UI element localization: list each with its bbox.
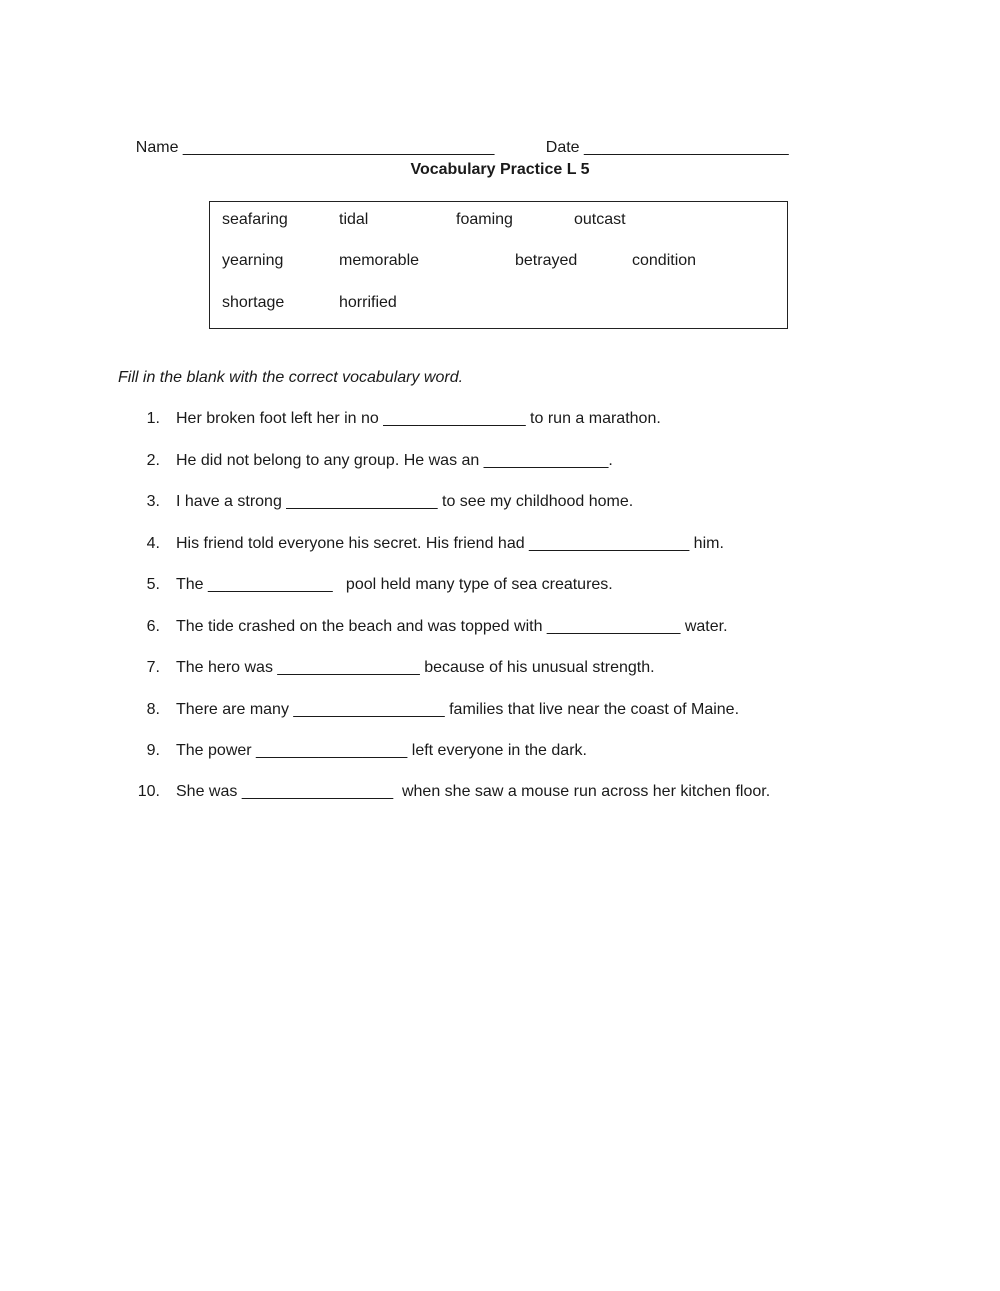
- question-text: He did not belong to any group. He was an ______________.: [176, 452, 613, 469]
- date-label: Date: [545, 139, 580, 156]
- word-bank-item: memorable: [339, 252, 420, 269]
- question-number: 2.: [146, 452, 160, 469]
- question-number: 3.: [146, 493, 160, 510]
- word-bank-item: tidal: [339, 211, 369, 228]
- question-number: 7.: [146, 659, 160, 676]
- question-number: 9.: [146, 742, 160, 759]
- word-bank-item: betrayed: [515, 252, 578, 269]
- question-text: The hero was ________________ because of his unusual strength.: [176, 659, 655, 676]
- word-bank-item: seafaring: [222, 211, 288, 228]
- question-text: His friend told everyone his secret. His friend had __________________ him.: [176, 535, 724, 552]
- instructions: Fill in the blank with the correct vocabulary word.: [118, 369, 464, 386]
- question-number: 4.: [146, 535, 160, 552]
- name-label: Name: [135, 139, 179, 156]
- question-text: The tide crashed on the beach and was topped with _______________ water.: [176, 618, 728, 635]
- word-bank-item: outcast: [574, 211, 626, 228]
- question-text: I have a strong _________________ to see my childhood home.: [176, 493, 634, 510]
- word-bank-item: horrified: [339, 294, 397, 311]
- question-text: She was _________________ when she saw a mouse run across her kitchen floor.: [176, 783, 771, 800]
- question-number: 1.: [146, 410, 160, 427]
- question-text: Her broken foot left her in no ________________ to run a marathon.: [176, 410, 661, 427]
- word-bank-item: yearning: [222, 252, 284, 269]
- question-number: 5.: [146, 576, 160, 593]
- question-number: 6.: [146, 618, 160, 635]
- question-text: The ______________ pool held many type of sea creatures.: [176, 576, 613, 593]
- question-number: 10.: [137, 783, 160, 800]
- date-blank: _______________________: [584, 139, 789, 156]
- word-bank-box: [209, 201, 788, 329]
- question-text: The power _________________ left everyone in the dark.: [176, 742, 587, 759]
- question-number: 8.: [146, 701, 160, 718]
- question-text: There are many _________________ families that live near the coast of Maine.: [176, 701, 740, 718]
- word-bank-item: condition: [632, 252, 697, 269]
- word-bank-item: shortage: [222, 294, 285, 311]
- name-blank: ___________________________________: [182, 139, 495, 156]
- word-bank-item: foaming: [456, 211, 513, 228]
- page-title: Vocabulary Practice L 5: [410, 161, 590, 178]
